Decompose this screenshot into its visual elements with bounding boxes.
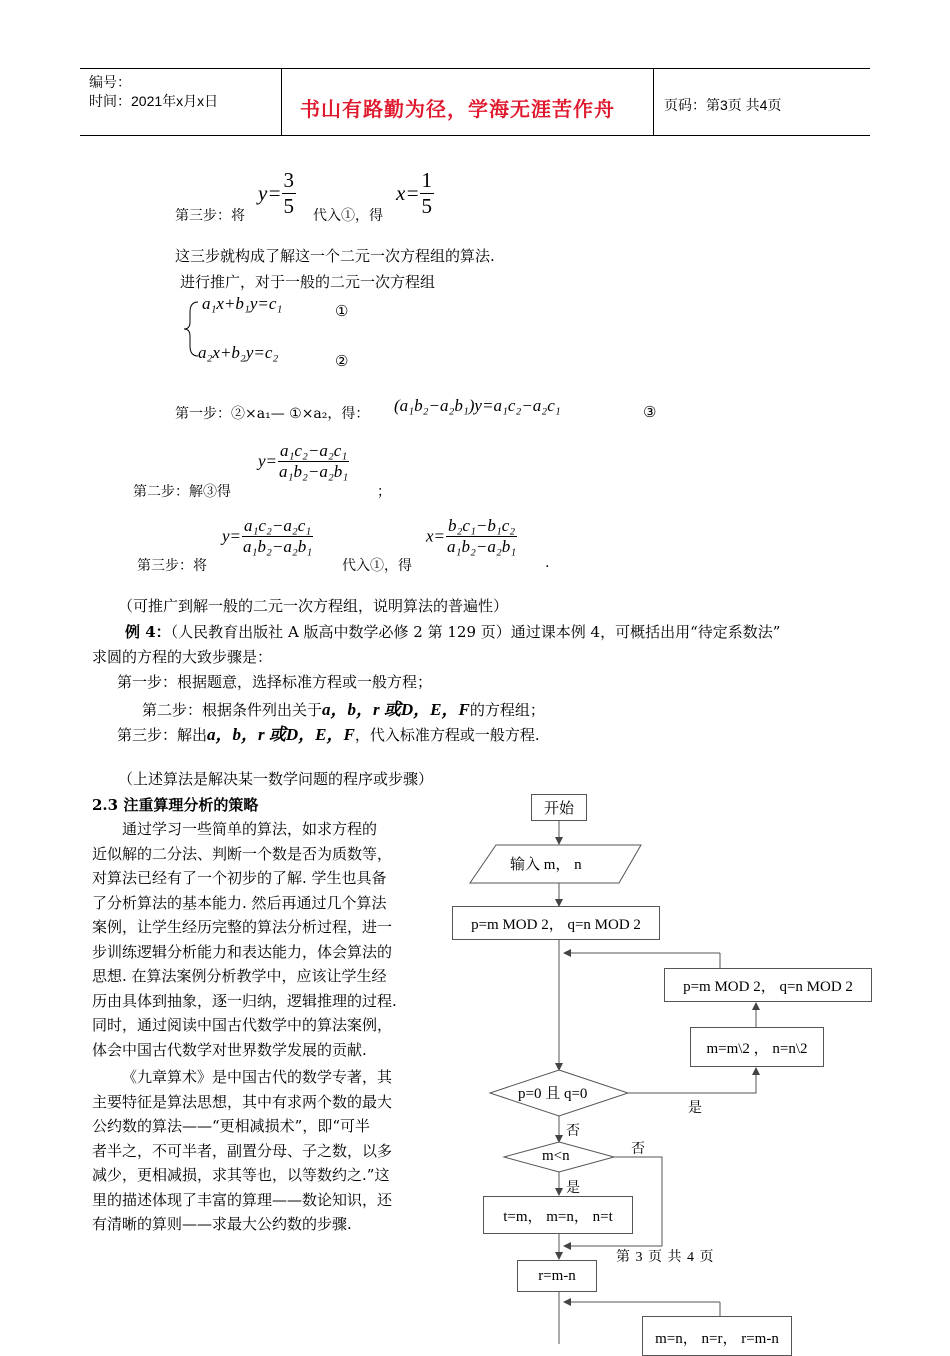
example4-step2-suffix: 的方程组； [469,701,545,719]
para1-line: 历由具体到抽象，逐一归纳，逻辑推理的过程. [92,991,397,1010]
flow-halve: m=m\2 ， n=n\2 [690,1027,824,1067]
step3-x-lhs: x= [396,181,420,205]
para1-line: 对算法已经有了一个初步的了解. 学生也具备 [92,869,387,887]
system-eq1-mark: ① [335,302,349,320]
para1-line: 同时，通过阅读中国古代数学中的算法案例， [92,1016,393,1034]
example4-step3-vars: a，b，r 或D，E，F [207,725,355,744]
gen-step3-x-den: a₁b₂−a₂b₁ [447,537,517,556]
note-generalize: （可推广到解一般的二元一次方程组，说明算法的普遍性） [118,597,509,615]
flow-cond2: m<n [542,1148,570,1164]
gen-step2-prefix: 第二步：解③得 [133,484,231,500]
para2-line: 有清晰的算则——求最大公约数的步骤. [92,1215,352,1233]
system-eq2-mark: ② [335,352,349,370]
example4-label: 例 4： [125,623,171,641]
para1-line: 案例，让学生经历完整的算法分析过程，进一 [92,918,393,936]
generalize-sentence: 进行推广，对于一般的二元一次方程组 [180,273,436,291]
step3-prefix: 第三步：将 [175,208,245,224]
flow-update: m=n， n=r， r=m-n [642,1316,792,1356]
gen-step1-text: 第一步：②×a₁— ①×a₂，得： [175,406,370,422]
step3-y-num: 3 [283,168,294,192]
para2-line: 里的描述体现了丰富的算理——数论知识，还 [92,1190,393,1209]
flow-start: 开始 [531,794,587,821]
system-eq1: a₁x+b₁y=c₁ [202,294,283,313]
example4-step1: 第一步：根据题意，选择标准方程或一般方程； [117,673,433,691]
example4-text1: （人民教育出版社 A 版高中数学必修 2 第 129 页）通过课本例 4，可概括出用“待定系数法” [170,623,781,641]
example4-text2: 求圆的方程的大致步骤是： [92,648,273,666]
page-footer: 第 3 页 共 4 页 [616,1250,715,1265]
example4-step3-prefix: 第三步：解出 [117,726,208,744]
header-page-label: 页码：第3页 共4页 [664,97,782,113]
gen-step2-den: a₁b₂−a₂b₁ [279,462,349,481]
flow-sub: r=m-n [517,1260,597,1292]
step3-x-den: 5 [421,194,432,218]
example4-step2-vars: a，b，r 或D，E，F [322,700,470,719]
para1-line: 体会中国古代数学对世界数学发展的贡献. [92,1040,367,1059]
para2-line: 公约数的算法——“更相减损术”，即“可半 [92,1117,371,1135]
gen-step2-suffix: ； [377,484,391,500]
gen-step3-y-lhs: y= [222,526,242,546]
gen-step2-num: a₁c₂−a₂c₁ [279,441,348,460]
header-time-label: 时间：2021年x月x日 [89,93,219,109]
gen-step1-mark: ③ [643,403,657,421]
para1-line: 步训练逻辑分析能力和表达能力，体会算法的 [92,942,393,961]
para2-line: 《九章算术》是中国古代的数学专著，其 [122,1068,393,1086]
note-program: （上述算法是解决某一数学问题的程序或步骤） [118,770,434,788]
flow-input: 输入 m， n [510,857,582,873]
step3-middle: 代入①，得 [313,208,383,224]
para1-line: 近似解的二分法、判断一个数是否为质数等， [92,844,393,863]
gen-step3-y-den: a₁b₂−a₂b₁ [243,537,313,556]
example4-step2-prefix: 第二步：根据条件列出关于 [142,701,323,719]
flow-swap: t=m， m=n， n=t [483,1196,633,1234]
para1-line: 了分析算法的基本能力. 然后再通过几个算法 [92,893,387,912]
flow-assign2: p=m MOD 2， q=n MOD 2 [664,968,872,1002]
para2-line: 主要特征是算法思想，其中有求两个数的最大 [92,1092,393,1111]
step3-x-num: 1 [421,168,432,192]
gen-step3-middle: 代入①，得 [342,558,412,574]
flow-cond2-no: 否 [631,1141,645,1157]
section-heading: 2.3 注重算理分析的策略 [92,796,259,814]
flow-cond1-yes: 是 [688,1100,702,1116]
flow-cond2-yes: 是 [566,1180,580,1196]
example4-step3-suffix: ，代入标准方程或一般方程. [354,726,540,744]
algo-sentence: 这三步就构成了解这一个二元一次方程组的算法. [175,247,495,265]
gen-step3-x-lhs: x= [426,526,446,546]
gen-step1-formula: (a₁b₂−a₂b₁)y=a₁c₂−a₂c₁ [394,396,561,415]
para2-line: 者半之，不可半者，副置分母、子之数，以多 [92,1141,393,1160]
flow-cond1-no: 否 [566,1123,580,1139]
header-motto: 书山有路勤为径，学海无涯苦作舟 [300,99,615,121]
flow-cond1: p=0 且 q=0 [518,1086,588,1102]
gen-step3-prefix: 第三步：将 [137,558,207,574]
flow-assign1: p=m MOD 2， q=n MOD 2 [452,906,660,940]
gen-step3-x-num: b₂c₁−b₁c₂ [447,516,516,535]
system-eq2: a₂x+b₂y=c₂ [198,343,279,362]
para1-line: 通过学习一些简单的算法，如求方程的 [122,820,378,838]
step3-y-den: 5 [283,194,294,218]
gen-step2-lhs: y= [258,451,278,471]
para1-line: 思想. 在算法案例分析教学中，应该让学生经 [92,967,387,985]
header-number-label: 编号： [89,74,131,90]
step3-y-lhs: y= [258,181,282,205]
gen-step3-y-num: a₁c₂−a₂c₁ [243,516,312,535]
gen-step3-suffix: . [545,555,550,571]
para2-line: 减少，更相减损，求其等也，以等数约之.”这 [92,1166,390,1184]
